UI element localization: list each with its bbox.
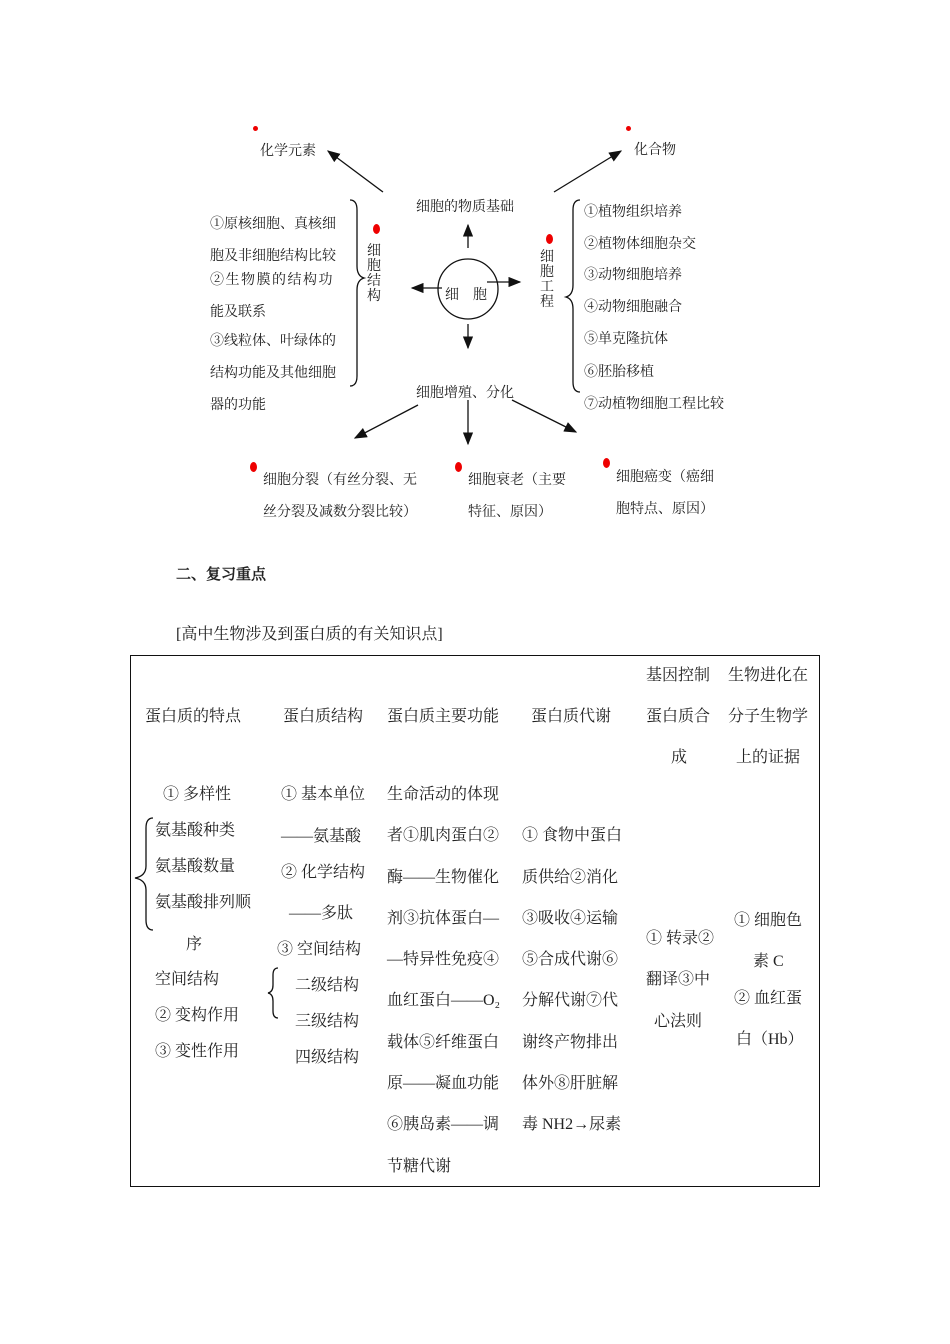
left-list-item: ③线粒体、叶绿体的	[210, 333, 336, 349]
table-header: 分子生物学	[728, 708, 809, 725]
table-cell: ① 基本单位	[281, 786, 366, 803]
table-cell: ② 化学结构	[281, 864, 366, 881]
right-list-item: ②植物体细胞杂交	[584, 236, 696, 252]
left-list-item: 结构功能及其他细胞	[210, 365, 336, 381]
arrow-division	[355, 405, 418, 438]
label-cell-aging: 特征、原因）	[468, 504, 552, 520]
table-cell: 载体⑤纤维蛋白	[387, 1034, 500, 1051]
table-cell: ① 细胞色	[734, 912, 803, 929]
red-dot-elements	[253, 126, 258, 131]
table-cell: ① 多样性	[163, 786, 232, 803]
table-cell: ② 血红蛋	[734, 990, 803, 1007]
table-header: 蛋白质主要功能	[387, 708, 500, 725]
table-cell: 血红蛋白——O₂	[387, 992, 501, 1009]
table-header: 上的证据	[736, 749, 801, 766]
left-list-item: ②生物膜的结构功	[210, 272, 334, 288]
table-cell: 素 C	[753, 953, 784, 970]
table-cell: 酶——生物催化	[387, 869, 500, 886]
right-brace	[566, 200, 580, 392]
table-header: 生物进化在	[728, 667, 809, 684]
label-cell-division: 细胞分裂（有丝分裂、无	[263, 472, 417, 488]
label-material-basis: 细胞的物质基础	[416, 199, 514, 215]
table-cell: 四级结构	[295, 1049, 360, 1066]
table-header: 基因控制	[646, 667, 711, 684]
table-cell: ③ 变性作用	[155, 1043, 240, 1060]
right-list-item: ⑦动植物细胞工程比较	[584, 396, 724, 412]
red-dot-structure	[373, 224, 380, 234]
table-cell: 二级结构	[295, 977, 360, 994]
label-cell-cancer: 细胞癌变（癌细	[616, 469, 714, 485]
table-cell: ——多肽	[289, 905, 354, 922]
table-cell: —特异性免疫④	[387, 951, 500, 968]
table-cell: 分解代谢⑦代	[522, 992, 619, 1009]
red-dot-aging	[455, 462, 462, 472]
table-cell: ① 转录②	[646, 930, 715, 947]
table-cell: 谢终产物排出	[522, 1034, 619, 1051]
label-proliferation: 细胞增殖、分化	[416, 385, 514, 401]
table-cell: 氨基酸数量	[155, 858, 236, 875]
table-cell: 毒 NH2→尿素	[522, 1116, 622, 1133]
table-cell: ③吸收④运输	[522, 910, 619, 927]
right-list-item: ③动物细胞培养	[584, 267, 682, 283]
table-cell: ① 食物中蛋白	[522, 827, 623, 844]
table-cell: 白（Hb）	[736, 1031, 804, 1048]
table-cell: ③ 空间结构	[277, 941, 362, 958]
label-cell: 细 胞	[445, 287, 487, 303]
red-dot-compounds	[626, 126, 631, 131]
red-dot-division	[250, 462, 257, 472]
table-cell: 原——凝血功能	[387, 1075, 500, 1092]
table-cell: 体外⑧肝脏解	[522, 1075, 619, 1092]
right-list-item: ⑥胚胎移植	[584, 364, 654, 380]
left-list-item: 胞及非细胞结构比较	[210, 248, 336, 264]
table-cell: 翻译③中	[646, 971, 711, 988]
label-compounds: 化合物	[634, 142, 676, 158]
table-cell: 生命活动的体现	[387, 786, 500, 803]
table-cell: 序	[186, 936, 203, 953]
label-cell-structure: 细胞结构	[367, 243, 381, 304]
table-header: 成	[671, 749, 688, 766]
table-header: 蛋白质代谢	[531, 708, 612, 725]
section-subheading: [高中生物涉及到蛋白质的有关知识点]	[176, 626, 443, 643]
section-heading: 二、复习重点	[176, 565, 267, 583]
left-list-item: 器的功能	[210, 397, 266, 413]
left-brace	[350, 200, 364, 386]
table-cell: ⑤合成代谢⑥	[522, 951, 619, 968]
arrow-to-compounds	[554, 151, 621, 192]
table-cell: 者①肌肉蛋白②	[387, 827, 500, 844]
table-cell: 质供给②消化	[522, 869, 619, 886]
table-cell: 心法则	[654, 1013, 703, 1030]
table-header: 蛋白质合	[646, 708, 711, 725]
table-cell: 剂③抗体蛋白—	[387, 910, 500, 927]
label-cell-engineering: 细胞工程	[540, 249, 554, 310]
right-list-item: ④动物细胞融合	[584, 299, 682, 315]
right-list-item: ①植物组织培养	[584, 204, 682, 220]
table-cell: ② 变构作用	[155, 1007, 240, 1024]
arrow-to-elements	[328, 151, 383, 192]
table-cell: 空间结构	[155, 971, 220, 988]
label-cell-cancer: 胞特点、原因）	[616, 501, 714, 517]
label-chemical-elements: 化学元素	[260, 143, 316, 159]
table-cell: ⑥胰岛素——调	[387, 1116, 500, 1133]
label-cell-aging: 细胞衰老（主要	[468, 472, 566, 488]
table-cell: 节糖代谢	[387, 1158, 452, 1175]
table-cell: ——氨基酸	[281, 828, 362, 845]
red-dot-engineering	[546, 234, 553, 244]
red-dot-cancer	[603, 458, 610, 468]
arrow-cancer	[512, 400, 576, 432]
table-header: 蛋白质结构	[283, 708, 364, 725]
left-list-item: 能及联系	[210, 304, 266, 320]
label-cell-division: 丝分裂及减数分裂比较）	[263, 504, 417, 520]
left-list-item: ①原核细胞、真核细	[210, 216, 336, 232]
table-cell: 氨基酸排列顺	[155, 894, 252, 911]
table-cell: 三级结构	[295, 1013, 360, 1030]
right-list-item: ⑤单克隆抗体	[584, 331, 668, 347]
table-cell: 氨基酸种类	[155, 822, 236, 839]
table-header: 蛋白质的特点	[145, 708, 242, 725]
